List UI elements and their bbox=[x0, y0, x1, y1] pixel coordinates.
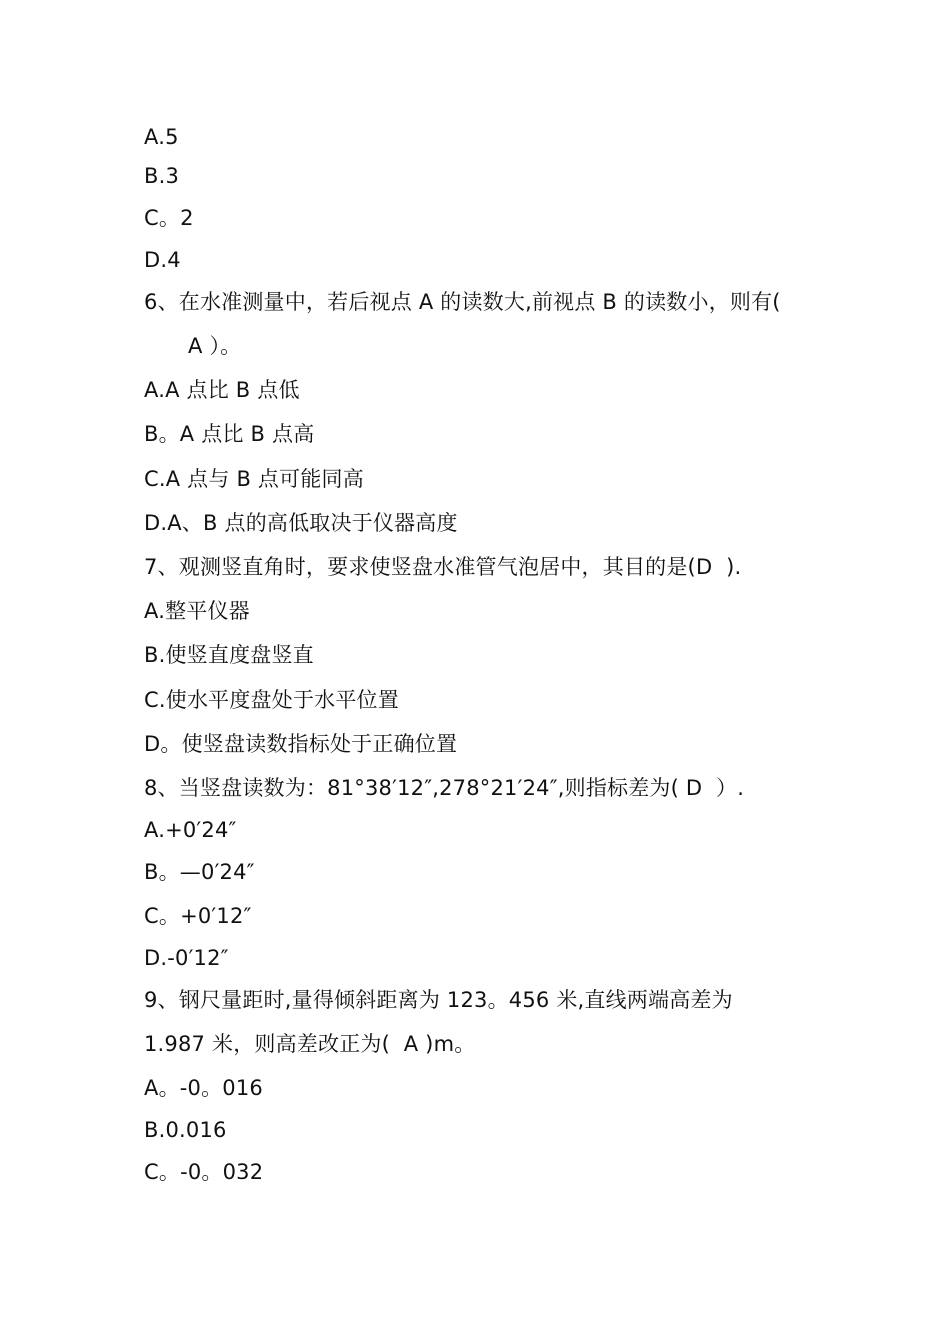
q9-question-line1: 9、钢尺量距时,量得倾斜距离为 123。456 米,直线两端高差为 bbox=[144, 988, 733, 1012]
q9-option-a: A。-0。016 bbox=[144, 1076, 263, 1100]
q6-answer-line: A ）。 bbox=[188, 334, 242, 358]
q6-option-b: B。A 点比 B 点高 bbox=[144, 422, 315, 446]
q8-option-d: D.-0′12″ bbox=[144, 946, 229, 970]
q9-option-c: C。-0。032 bbox=[144, 1160, 264, 1184]
q7-option-c: C.使水平度盘处于水平位置 bbox=[144, 688, 399, 712]
q6-option-a: A.A 点比 B 点低 bbox=[144, 378, 300, 402]
q5-option-b: B.3 bbox=[144, 164, 180, 188]
q9-option-b: B.0.016 bbox=[144, 1118, 227, 1142]
q8-option-c: C。+0′12″ bbox=[144, 904, 252, 928]
q7-option-b: B.使竖直度盘竖直 bbox=[144, 643, 314, 667]
q5-option-a: A.5 bbox=[144, 125, 179, 149]
q7-question: 7、观测竖直角时，要求使竖盘水准管气泡居中，其目的是(D ). bbox=[144, 555, 742, 579]
q8-option-a: A.+0′24″ bbox=[144, 818, 237, 842]
q7-option-a: A.整平仪器 bbox=[144, 599, 250, 623]
q8-option-b: B。—0′24″ bbox=[144, 860, 255, 884]
q6-option-d: D.A、B 点的高低取决于仪器高度 bbox=[144, 511, 458, 535]
q5-option-d: D.4 bbox=[144, 248, 181, 272]
q5-option-c: C。2 bbox=[144, 206, 194, 230]
q8-question: 8、当竖盘读数为：81°38′12″,278°21′24″,则指标差为( D ）. bbox=[144, 776, 745, 800]
q6-option-c: C.A 点与 B 点可能同高 bbox=[144, 467, 364, 491]
q6-question: 6、在水准测量中，若后视点 A 的读数大,前视点 B 的读数小，则有( bbox=[144, 290, 781, 314]
q7-option-d: D。使竖盘读数指标处于正确位置 bbox=[144, 732, 458, 756]
q9-question-line2: 1.987 米，则高差改正为( A )m。 bbox=[144, 1032, 476, 1056]
